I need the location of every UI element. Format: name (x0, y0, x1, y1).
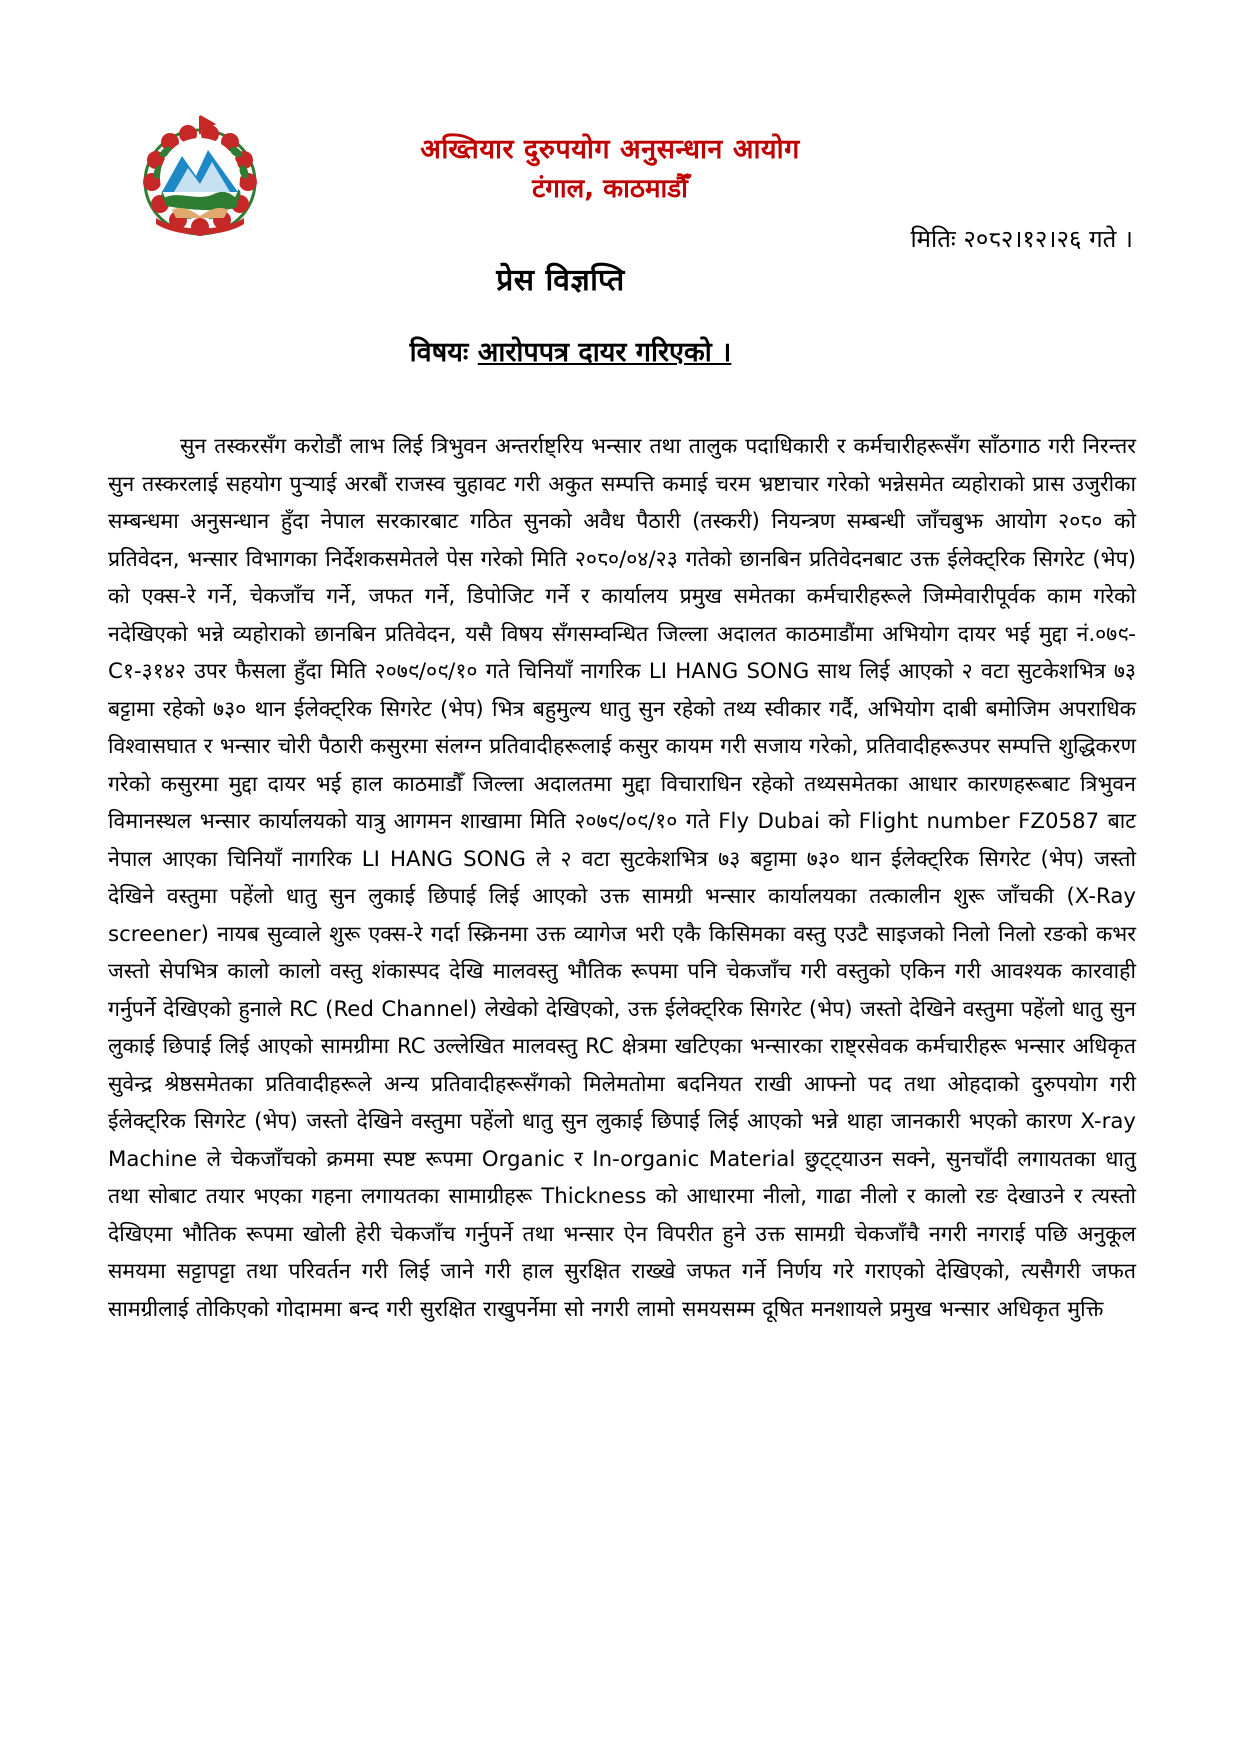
document-header (0, 0, 1241, 253)
organization-address: टंगाल, काठमाडौँ (532, 174, 688, 205)
subject-label: विषयः (409, 337, 478, 368)
nepal-government-emblem-icon (138, 112, 263, 240)
organization-name: अख्तियार दुरुपयोग अनुसन्धान आयोग (420, 134, 800, 165)
organization-block (300, 130, 920, 209)
document-date: मितिः २०८२।१२।२६ गते । (910, 225, 1133, 253)
subject-value: आरोपपत्र दायर गरिएको । (477, 337, 732, 368)
body-paragraph: सुन तस्करसँग करोडौं लाभ लिई त्रिभुवन अन्तर्राष्ट्रिय भन्सार तथा तालुक पदाधिकारी र कर्मचारीहरूसँग साँठगाठ गरी निरन्तर सुन तस्करलाई सहयोग पुऱ्याई अरबौं राजस्व चुहावट गरी अकुत सम्पत्ति कमाई चरम भ्रष्टाचार गरेको भन्नेसमेत व्यहोराको प्रास उजुरीका सम्बन्धमा अनुसन्धान हुँदा नेपाल सरकारबाट गठित सुनको अवैध पैठारी (तस्करी) नियन्त्रण सम्बन्धी जाँचबुझ आयोग २०८० को प्रतिवेदन, भन्सार विभागका निर्देशकसमेतले पेस गरेको मिति २०८०/०४/२३ गतेको छानबिन प्रतिवेदनबाट उक्त ईलेक्ट्रिक सिगरेट (भेप) को एक्स-रे गर्ने, चेकजाँच गर्ने, जफत गर्ने, डिपोजिट गर्ने र कार्यालय प्रमुख समेतका कर्मचारीहरूले जिम्मेवारीपूर्वक काम गरेको नदेखिएको भन्ने व्यहोराको छानबिन प्रतिवेदन, यसै विषय सँगसम्वन्धित जिल्ला अदालत काठमाडौंमा अभियोग दायर भई मुद्दा नं.०७९-C१-३१४२ उपर फैसला हुँदा मिति २०७९/०९/१० गते चिनियाँ नागरिक LI HANG SONG साथ लिई आएको २ वटा सुटकेशभित्र ७३ बट्टामा रहेको ७३० थान ईलेक्ट्रिक सिगरेट (भेप) भित्र बहुमुल्य धातु सुन रहेको तथ्य स्वीकार गर्दै, अभियोग दाबी बमोजिम अपराधिक विश्वासघात र भन्सार चोरी पैठारी कसुरमा संलग्न प्रतिवादीहरूलाई कसुर कायम गरी सजाय गरेको, प्रतिवादीहरूउपर सम्पत्ति शुद्धिकरण गरेको कसुरमा मुद्दा दायर भई हाल काठमाडौँ जिल्ला अदालतमा मुद्दा विचाराधिन रहेको तथ्यसमेतका आधार कारणहरूबाट त्रिभुवन विमानस्थल भन्सार कार्यालयको यात्रु आगमन शाखामा मिति २०७९/०९/१० गते Fly Dubai को Flight number FZ0587 बाट नेपाल आएका चिनियाँ नागरिक LI HANG SONG ले २ वटा सुटकेशभित्र ७३ बट्टामा ७३० थान ईलेक्ट्रिक सिगरेट (भेप) जस्तो देखिने वस्तुमा पहेंलो धातु सुन लुकाई छिपाई लिई आएको उक्त सामग्री भन्सार कार्यालयका तत्कालीन शुरू जाँचकी (X-Ray screener) नायब सुव्वाले शुरू एक्स-रे गर्दा स्क्रिनमा उक्त व्यागेज भरी एकै किसिमका वस्तु एउटै साइजको निलो निलो रङको कभर जस्तो सेपभित्र कालो कालो वस्तु शंकास्पद देखि मालवस्तु भौतिक रूपमा पनि चेकजाँच गरी वस्तुको एकिन गरी आवश्यक कारवाही गर्नुपर्ने देखिएको हुनाले RC (Red Channel) लेखेको देखिएको, उक्त ईलेक्ट्रिक सिगरेट (भेप) जस्तो देखिने वस्तुमा पहेंलो धातु सुन लुकाई छिपाई लिई आएको सामग्रीमा RC उल्लेखित मालवस्तु RC क्षेत्रमा खटिएका भन्सारका राष्ट्रसेवक कर्मचारीहरू भन्सार अधिकृत सुवेन्द्र श्रेष्ठसमेतका प्रतिवादीहरूले अन्य प्रतिवादीहरूसँगको मिलेमतोमा बदनियत राखी आफ्नो पद तथा ओहदाको दुरुपयोग गरी ईलेक्ट्रिक सिगरेट (भेप) जस्तो देखिने वस्तुमा पहेंलो धातु सुन लुकाई छिपाई लिई आएको भन्ने थाहा जानकारी भएको कारण X-ray Machine ले चेकजाँचको क्रममा स्पष्ट रूपमा Organic र In-organic Material छुट्ट्याउन सक्ने, सुनचाँदी लगायतका धातु तथा सोबाट तयार भएका गहना लगायतका सामाग्रीहरू Thickness को आधारमा नीलो, गाढा नीलो र कालो रङ देखाउने र त्यस्तो देखिएमा भौतिक रूपमा खोली हेरी चेकजाँच गर्नुपर्ने तथा भन्सार ऐन विपरीत हुने उक्त सामग्री चेकजाँचै नगरी नगराई पछि अनुकूल समयमा सट्टापट्टा तथा परिवर्तन गरी लिई जाने गरी हाल सुरक्षित राख्खे जफत गर्ने निर्णय गरे गराएको देखिएको, त्यसैगरी जफत सामग्रीलाई तोकिएको गोदाममा बन्द गरी सुरक्षित राखुपर्नेमा सो नगरी लामो समयसम्म दूषित मनशायले प्रमुख भन्सार अधिकृत मुक्ति (108, 434, 1136, 1322)
document-body (108, 428, 1136, 1328)
subject-line (0, 332, 1241, 369)
page-title: प्रेस विज्ञप्ति (496, 263, 625, 298)
